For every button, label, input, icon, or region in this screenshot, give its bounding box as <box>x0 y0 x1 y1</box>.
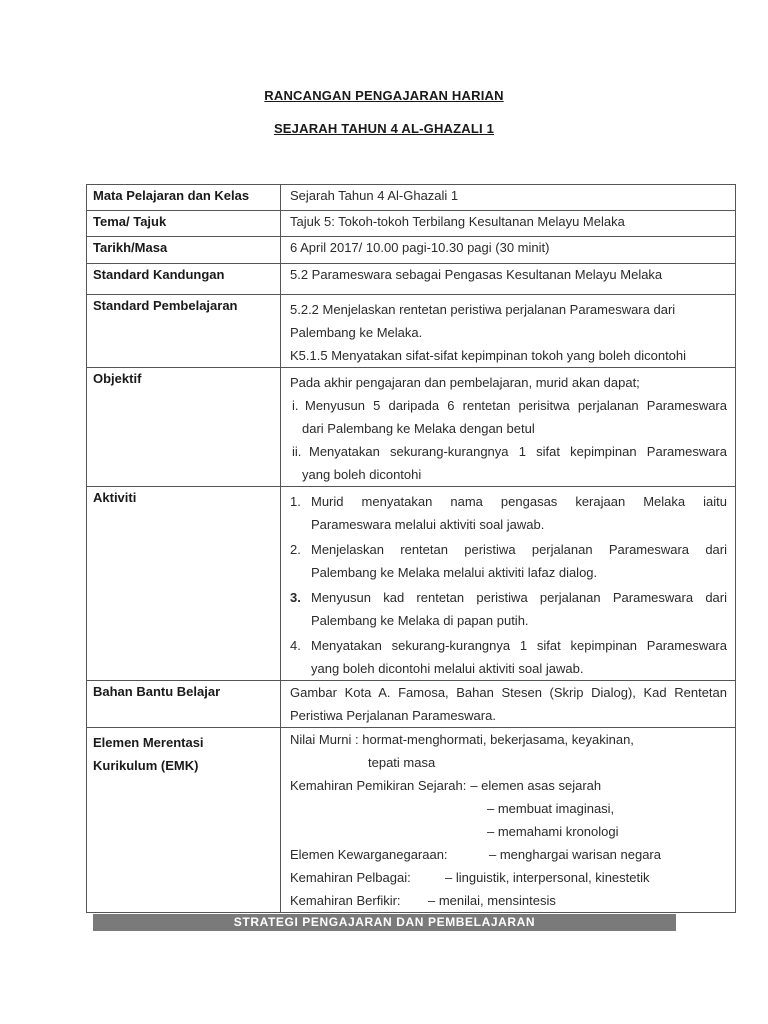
row-label-standard-pembelajaran: Standard Pembelajaran <box>87 295 281 368</box>
emk-label-line: Kurikulum (EMK) <box>93 758 199 773</box>
emk-sejarah-item: – membuat imaginasi, <box>487 801 615 816</box>
row-label-aktiviti: Aktiviti <box>87 487 281 681</box>
emk-sejarah-label: Kemahiran Pemikiran Sejarah: <box>290 778 467 793</box>
row-value-standard-pembelajaran <box>281 295 736 368</box>
table-row <box>87 295 736 368</box>
emk-pelbagai-value: – linguistik, interpersonal, kinestetik <box>445 870 650 885</box>
list-item <box>290 538 727 561</box>
emk-sejarah-item: – memahami kronologi <box>487 824 619 839</box>
list-text: Menjelaskan rentetan peristiwa perjalanan Parameswara dari <box>311 542 727 557</box>
list-text: Menyatakan sekurang-kurangnya 1 sifat kepimpinan Parameswara <box>311 638 727 653</box>
emk-sejarah-item: – elemen asas sejarah <box>470 778 602 793</box>
row-value-emk <box>281 728 736 913</box>
list-number: 4. <box>290 638 301 653</box>
list-item <box>290 490 727 513</box>
row-value-tarikh: 6 April 2017/ 10.00 pagi-10.30 pagi (30 minit) <box>281 237 736 264</box>
emk-warga-value: – menghargai warisan negara <box>489 847 661 862</box>
list-text: Menyusun kad rentetan peristiwa perjalanan Parameswara dari <box>311 590 727 605</box>
list-text: Murid menyatakan nama pengasas kerajaan Melaka iaitu <box>311 494 727 509</box>
emk-nilai-cont: tepati masa <box>368 755 436 770</box>
list-number: 1. <box>290 494 301 509</box>
row-label-standard-kandungan: Standard Kandungan <box>87 264 281 295</box>
row-value-bahan <box>281 681 736 728</box>
list-text-cont: dari Palembang ke Melaka dengan betul <box>302 421 535 436</box>
table-row <box>87 211 736 237</box>
section-header-strategi: STRATEGI PENGAJARAN DAN PEMBELAJARAN <box>93 914 676 931</box>
table-row <box>87 487 736 681</box>
sp-line: Palembang ke Melaka. <box>290 325 423 340</box>
emk-berfikir-value: – menilai, mensintesis <box>428 893 556 908</box>
list-text: Menyatakan sekurang-kurangnya 1 sifat kepimpinan Parameswara <box>309 444 727 459</box>
list-number: ii. <box>292 444 302 459</box>
emk-berfikir-row <box>290 889 727 912</box>
emk-pelbagai-label: Kemahiran Pelbagai: <box>290 870 411 885</box>
list-item <box>290 586 727 609</box>
lesson-plan-table <box>86 184 736 913</box>
table-row <box>87 185 736 211</box>
list-item <box>290 634 727 657</box>
list-number: 2. <box>290 542 301 557</box>
row-label-mata-pelajaran: Mata Pelajaran dan Kelas <box>87 185 281 211</box>
list-text-cont: yang boleh dicontohi melalui aktiviti soal jawab. <box>311 661 584 676</box>
row-value-standard-kandungan: 5.2 Parameswara sebagai Pengasas Kesultanan Melayu Melaka <box>281 264 736 295</box>
list-text-cont: Palembang ke Melaka melalui aktiviti lafaz dialog. <box>311 565 598 580</box>
row-label-tema: Tema/ Tajuk <box>87 211 281 237</box>
table-row <box>87 681 736 728</box>
row-label-objektif: Objektif <box>87 368 281 487</box>
sp-line: 5.2.2 Menjelaskan rentetan peristiwa perjalanan Parameswara dari <box>290 302 676 317</box>
list-item <box>292 394 727 417</box>
row-label-bahan: Bahan Bantu Belajar <box>87 681 281 728</box>
list-text-cont: Parameswara melalui aktiviti soal jawab. <box>311 517 545 532</box>
page-subtitle: SEJARAH TAHUN 4 AL-GHAZALI 1 <box>273 121 495 136</box>
emk-label-line: Elemen Merentasi <box>93 735 204 750</box>
emk-nilai: Nilai Murni : hormat-menghormati, bekerjasama, keyakinan, <box>290 732 634 747</box>
row-value-objektif <box>281 368 736 487</box>
sp-line: K5.1.5 Menyatakan sifat-sifat kepimpinan tokoh yang boleh dicontohi <box>290 348 687 363</box>
emk-warga-label: Elemen Kewarganegaraan: <box>290 847 448 862</box>
list-text: Menyusun 5 daripada 6 rentetan perisitwa perjalanan Parameswara <box>305 398 727 413</box>
objektif-intro: Pada akhir pengajaran dan pembelajaran, murid akan dapat; <box>290 375 640 390</box>
list-text-cont: Palembang ke Melaka di papan putih. <box>311 613 529 628</box>
list-number: i. <box>292 398 299 413</box>
row-label-tarikh: Tarikh/Masa <box>87 237 281 264</box>
table-row <box>87 728 736 913</box>
table-row <box>87 237 736 264</box>
page-title: RANCANGAN PENGAJARAN HARIAN <box>264 88 504 103</box>
emk-berfikir-label: Kemahiran Berfikir: <box>290 893 401 908</box>
list-text-cont: yang boleh dicontohi <box>302 467 422 482</box>
list-number: 3. <box>290 590 301 605</box>
emk-warga-row <box>290 843 727 866</box>
row-value-tema: Tajuk 5: Tokoh-tokoh Terbilang Kesultanan Melayu Melaka <box>281 211 736 237</box>
row-label-emk <box>87 728 281 913</box>
bahan-line: Gambar Kota A. Famosa, Bahan Stesen (Skrip Dialog), Kad Rentetan <box>290 685 727 700</box>
list-item <box>292 440 727 463</box>
table-row <box>87 368 736 487</box>
row-value-mata-pelajaran: Sejarah Tahun 4 Al-Ghazali 1 <box>281 185 736 211</box>
row-value-aktiviti <box>281 487 736 681</box>
emk-sejarah-row <box>290 774 727 797</box>
bahan-line: Peristiwa Perjalanan Parameswara. <box>290 708 496 723</box>
emk-pelbagai-row <box>290 866 727 889</box>
table-row <box>87 264 736 295</box>
